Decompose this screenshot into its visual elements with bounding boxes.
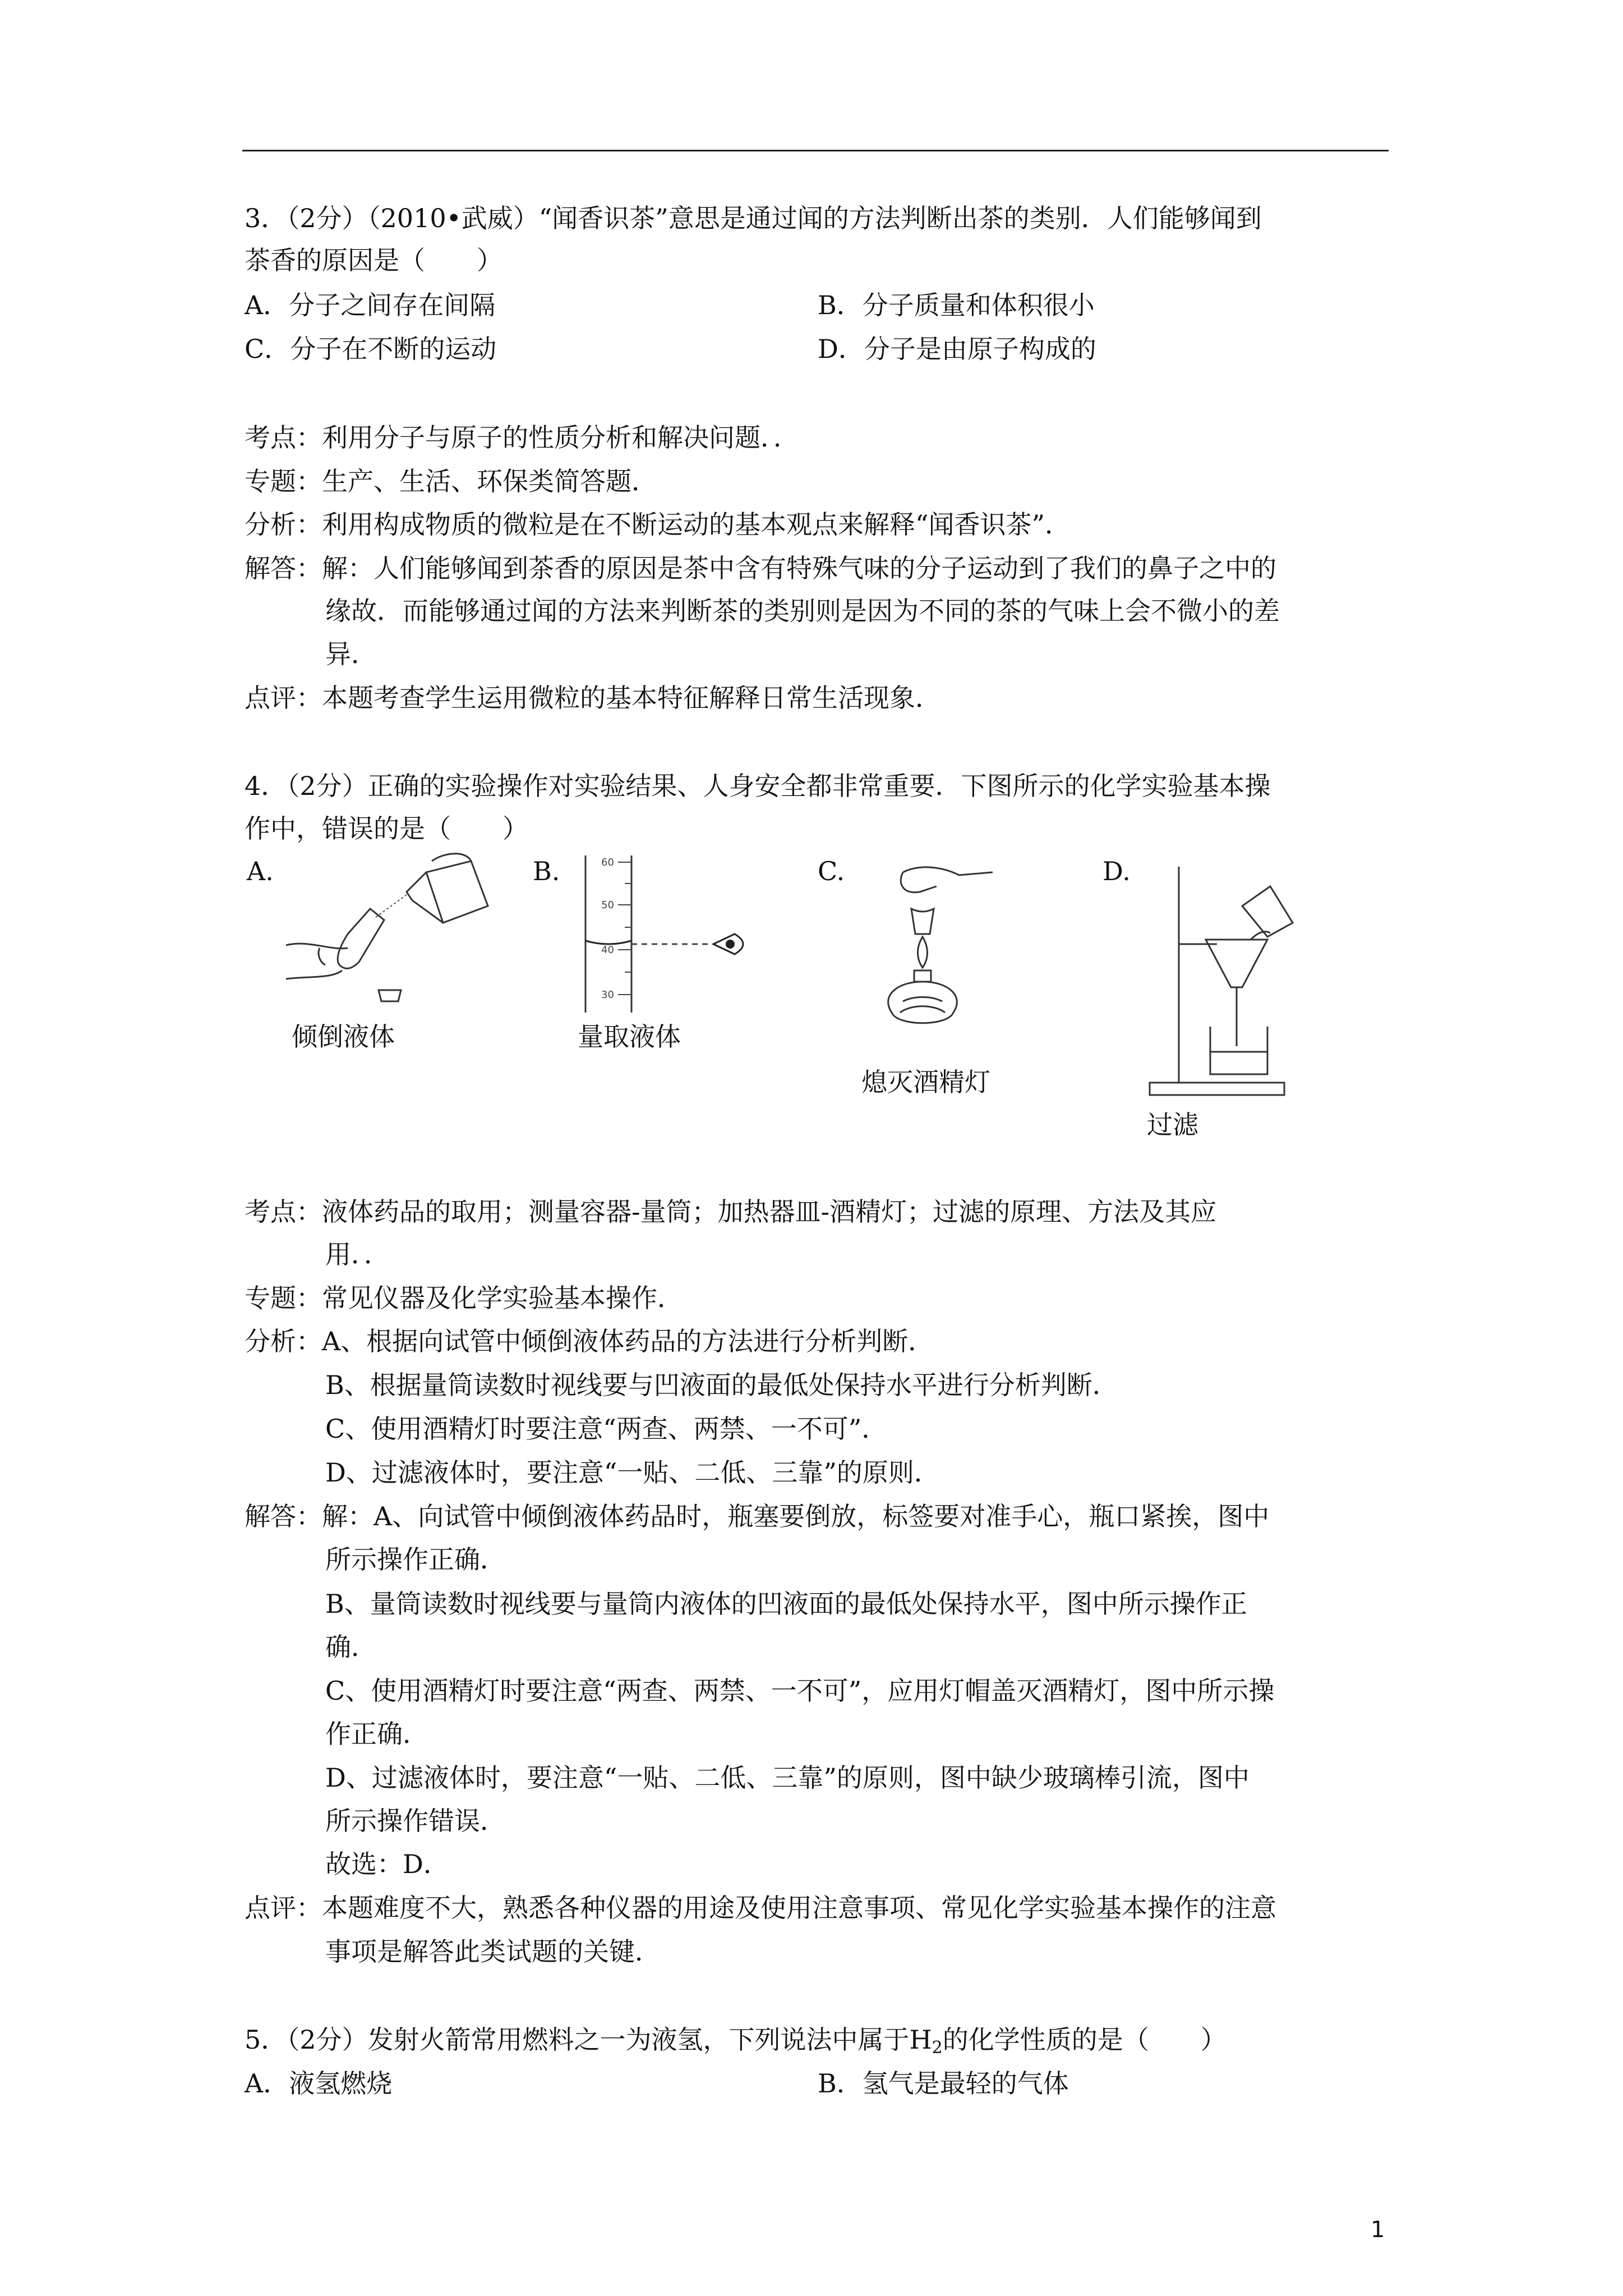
page-number: 1 [1371, 2217, 1385, 2243]
fig-c-caption: 熄灭酒精灯 [861, 1067, 990, 1097]
q4-fenxi-line2: B、根据量筒读数时视线要与凹液面的最低处保持水平进行分析判断． [325, 1370, 1118, 1400]
q4-jieda-line9: 故选：D． [325, 1849, 449, 1879]
q3-dianping: 点评：本题考查学生运用微粒的基本特征解释日常生活现象． [245, 683, 941, 713]
cylinder-tick-label: 60 [601, 857, 614, 868]
q3-jieda-line3: 异． [325, 639, 377, 669]
q4-jieda-line3: B、量筒读数时视线要与量筒内液体的凹液面的最低处保持水平，图中所示操作正 [325, 1589, 1247, 1619]
q3-option-c: C．分子在不断的运动 [245, 334, 497, 364]
q4-jieda-line7: D、过滤液体时，要注意“一贴、二低、三靠”的原则，图中缺少玻璃棒引流，图中 [325, 1763, 1249, 1793]
q4-jieda-line4: 确． [325, 1632, 377, 1662]
q3-zhuanti: 专题：生产、生活、环保类简答题． [245, 466, 657, 496]
fig-d-caption: 过滤 [1147, 1110, 1198, 1140]
fig-c-letter: C. [818, 856, 845, 886]
q3-fenxi: 分析：利用构成物质的微粒是在不断运动的基本观点来解释“闻香识茶”． [245, 509, 1071, 540]
q4-jieda-line8: 所示操作错误． [325, 1806, 506, 1836]
fig-a-caption: 倾倒液体 [292, 1022, 395, 1052]
q5-h2-subscript: 2 [932, 2038, 943, 2058]
q3-option-b: B．分子质量和体积很小 [818, 290, 1095, 320]
fig-a-letter: A. [247, 856, 274, 886]
q4-kaodian-line2: 用．． [325, 1239, 390, 1269]
meniscus [585, 941, 631, 944]
q4-stem-line2: 作中，错误的是（ ） [245, 813, 528, 844]
q4-jieda-line2: 所示操作正确． [325, 1544, 506, 1575]
q3-option-d: D．分子是由原子构成的 [818, 334, 1096, 364]
q3-stem-line1: 3．（2分）（2010•武威）“闻香识茶”意思是通过闻的方法判断出茶的类别．人们能够闻到 [245, 203, 1262, 233]
q3-jieda-line1: 解答：解：人们能够闻到茶香的原因是茶中含有特殊气味的分子运动到了我们的鼻子之中的 [245, 553, 1276, 583]
q5-stem-part1: 5．（2分）发射火箭常用燃料之一为液氢，下列说法中属于H [245, 2024, 932, 2055]
q5-option-b: B．氢气是最轻的气体 [818, 2068, 1069, 2099]
header-rule [242, 150, 1389, 151]
fig-b-caption: 量取液体 [578, 1022, 681, 1052]
q3-jieda-line2: 缘故．而能够通过闻的方法来判断茶的类别则是因为不同的茶的气味上会不微小的差 [325, 596, 1280, 626]
q4-kaodian-line1: 考点：液体药品的取用；测量容器-量筒；加热器皿-酒精灯；过滤的原理、方法及其应 [245, 1197, 1217, 1227]
q4-jieda-line6: 作正确． [325, 1719, 428, 1749]
eye-icon [713, 934, 743, 954]
q3-kaodian: 考点：利用分子与原子的性质分析和解决问题．． [245, 422, 799, 453]
q5-option-a: A．液氢燃烧 [245, 2068, 393, 2099]
q4-jieda-line1: 解答：解：A、向试管中倾倒液体药品时，瓶塞要倒放，标签要对准手心，瓶口紧挨，图中 [245, 1501, 1270, 1531]
q4-dianping-line1: 点评：本题难度不大，熟悉各种仪器的用途及使用注意事项、常见化学实验基本操作的注意 [245, 1893, 1276, 1923]
pouring-liquid-illustration [286, 850, 499, 1018]
cylinder-tick-label: 40 [601, 944, 614, 956]
q4-fenxi-line3: C、使用酒精灯时要注意“两查、两禁、一不可”． [325, 1414, 888, 1444]
q4-dianping-line2: 事项是解答此类试题的关键． [325, 1936, 661, 1967]
graduated-cylinder-illustration [583, 850, 763, 1018]
cylinder-tick-label: 30 [601, 989, 614, 1001]
q3-stem-line2: 茶香的原因是（ ） [245, 245, 502, 275]
q3-option-a: A．分子之间存在间隔 [245, 290, 496, 320]
fig-d-letter: D. [1103, 856, 1131, 886]
q4-stem-line1: 4．（2分）正确的实验操作对实验结果、人身安全都非常重要．下图所示的化学实验基本操 [245, 771, 1271, 801]
cylinder-tick-label: 50 [601, 899, 614, 911]
q4-jieda-line5: C、使用酒精灯时要注意“两查、两禁、一不可”，应用灯帽盖灭酒精灯，图中所示操 [325, 1676, 1275, 1706]
q5-stem [245, 2024, 1227, 2058]
q4-zhuanti: 专题：常见仪器及化学实验基本操作． [245, 1283, 683, 1313]
q5-stem-part2: 的化学性质的是（ ） [942, 2024, 1227, 2055]
q4-fenxi-line4: D、过滤液体时，要注意“一贴、二低、三靠”的原则． [325, 1457, 940, 1488]
filtration-illustration [1133, 861, 1301, 1102]
q4-fenxi-line1: 分析：A、根据向试管中倾倒液体药品的方法进行分析判断． [245, 1326, 934, 1356]
alcohol-lamp-illustration [858, 861, 1015, 1046]
fig-b-letter: B. [533, 856, 560, 886]
